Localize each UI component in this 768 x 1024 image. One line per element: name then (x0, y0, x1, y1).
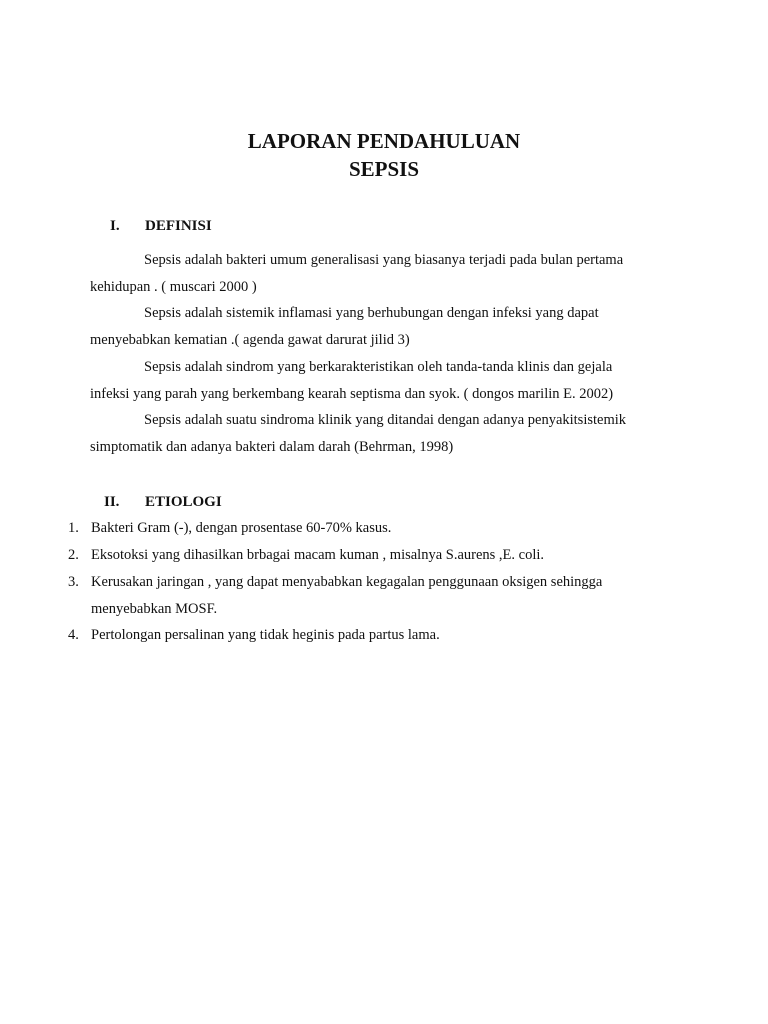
list-marker: 2. (68, 547, 79, 563)
section-number: II. (104, 494, 120, 510)
definition-paragraph: Sepsis adalah suatu sindroma klinik yang ditandai dengan adanya penyakitsistemik simptomatik dan adanya bakteri dalam darah (Behrman, 1998) (90, 412, 627, 455)
list-item (0, 515, 768, 542)
list-item (0, 622, 768, 649)
list-marker: 3. (68, 574, 79, 590)
list-item-text: Kerusakan jaringan , yang dapat menyababkan kegagalan penggunaan oksigen sehingga menyebabkan MOSF. (91, 574, 603, 617)
definition-paragraph: Sepsis adalah bakteri umum generalisasi yang biasanya terjadi pada bulan pertama kehidupan . ( muscari 2000 ) (90, 252, 624, 295)
section-title: DEFINISI (145, 218, 212, 234)
definition-paragraph: Sepsis adalah sistemik inflamasi yang berhubungan dengan infeksi yang dapat menyebabkan kematian .( agenda gawat darurat jilid 3) (90, 305, 599, 348)
list-item (0, 542, 768, 569)
list-marker: 1. (68, 520, 79, 536)
list-marker: 4. (68, 627, 79, 643)
list-item-text: Bakteri Gram (-), dengan prosentase 60-70% kasus. (91, 520, 392, 536)
section-title: ETIOLOGI (145, 494, 222, 510)
list-item-text: Eksotoksi yang dihasilkan brbagai macam kuman , misalnya S.aurens ,E. coli. (91, 547, 545, 563)
definition-paragraph: Sepsis adalah sindrom yang berkarakteristikan oleh tanda-tanda klinis dan gejala infeksi yang parah yang berkembang kearah septisma dan syok. ( dongos marilin E. 2002) (90, 359, 614, 402)
list-item-text: Pertolongan persalinan yang tidak heginis pada partus lama. (91, 627, 440, 643)
document-subtitle: SEPSIS (348, 157, 420, 181)
section-heading-etiologi (104, 492, 304, 512)
section-heading-definisi (110, 216, 310, 236)
section-number: I. (110, 218, 120, 234)
document-title: LAPORAN PENDAHULUAN (247, 129, 521, 153)
list-item (0, 569, 768, 623)
